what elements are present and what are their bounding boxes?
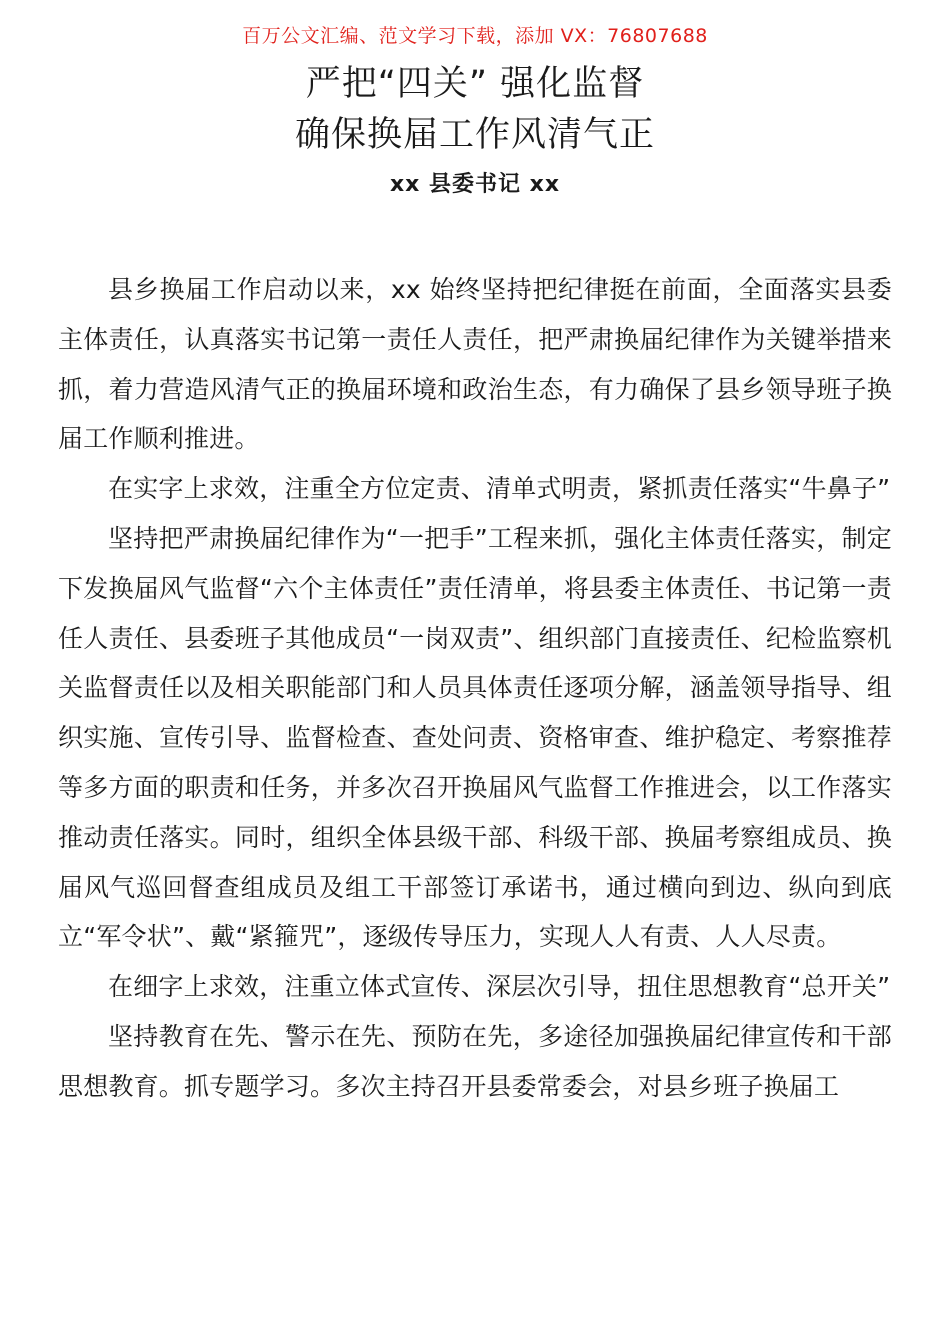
document-author: xx 县委书记 xx xyxy=(389,172,561,197)
paragraph-intro: 县乡换届工作启动以来，xx 始终坚持把纪律挺在前面，全面落实县委主体责任，认真落实书记第一责任人责任，把严肃换届纪律作为关键举措来抓，着力营造风清气正的换届环境和政治生态，有力确保了县乡领导班子换届工作顺利推进。 xyxy=(58,275,892,454)
document-title-line-2: 确保换届工作风清气正 xyxy=(294,115,655,155)
document-body xyxy=(58,265,892,1112)
paragraph-responsibility: 坚持把严肃换届纪律作为“一把手”工程来抓，强化主体责任落实，制定下发换届风气监督“六个主体责任”责任清单，将县委主体责任、书记第一责任人责任、县委班子其他成员“一岗双责”、组织部门直接责任、纪检监察机关监督责任以及相关职能部门和人员具体责任逐项分解，涵盖领导指导、组织实施、宣传引导、监督检查、查处问责、资格审查、维护稳定、考察推荐等多方面的职责和任务，并多次召开换届风气监督工作推进会，以工作落实推动责任落实。同时，组织全体县级干部、科级干部、换届考察组成员、换届风气巡回督查组成员及组工干部签订承诺书，通过横向到边、纵向到底立“军令状”、戴“紧箍咒”，逐级传导压力，实现人人有责、人人尽责。 xyxy=(58,523,892,952)
watermark-banner: 百万公文汇编、范文学习下载，添加 VX：76807688 xyxy=(242,25,708,47)
paragraph-heading-xizi: 在细字上求效，注重立体式宣传、深层次引导，扭住思想教育“总开关” xyxy=(108,972,891,1002)
paragraph-heading-shizi: 在实字上求效，注重全方位定责、清单式明责，紧抓责任落实“牛鼻子” xyxy=(108,474,891,504)
document-title-line-1: 严把“四关” 强化监督 xyxy=(305,64,645,104)
paragraph-education: 坚持教育在先、警示在先、预防在先，多途径加强换届纪律宣传和干部思想教育。抓专题学习。多次主持召开县委常委会，对县乡班子换届工 xyxy=(58,1021,892,1101)
